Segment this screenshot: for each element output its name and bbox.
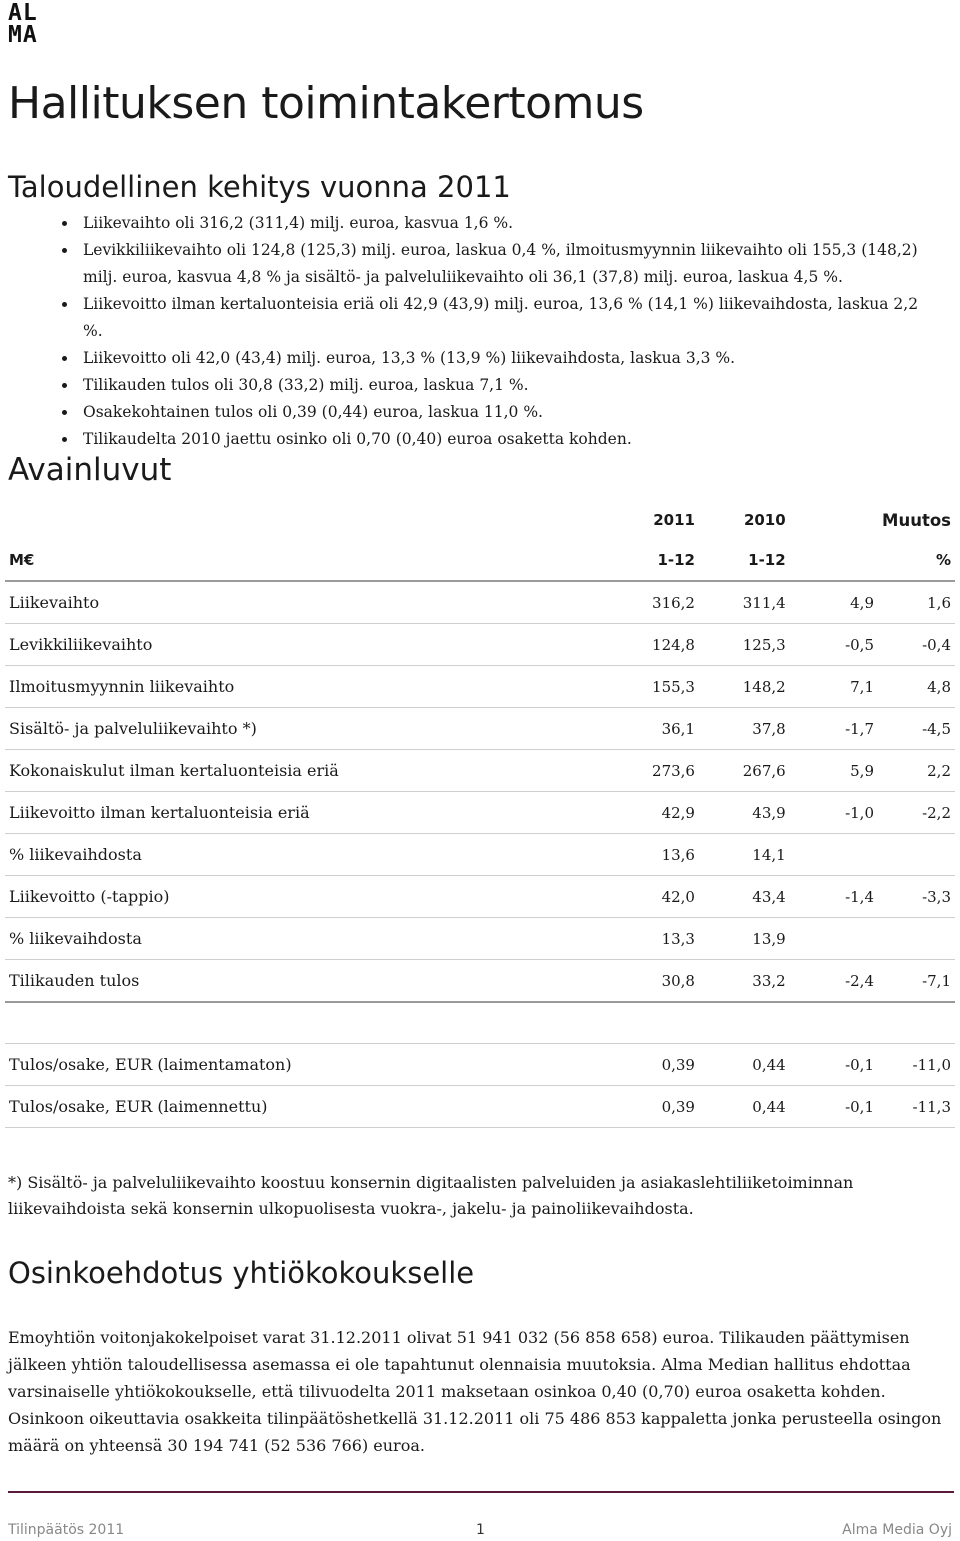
value-cell: 311,4 <box>699 581 790 624</box>
value-cell: 267,6 <box>699 750 790 792</box>
bullet-icon <box>62 383 67 388</box>
value-cell: -2,2 <box>878 792 955 834</box>
value-cell: -3,3 <box>878 876 955 918</box>
value-cell: -11,3 <box>878 1086 955 1128</box>
page-number: 1 <box>476 1522 485 1538</box>
value-cell: 13,3 <box>552 918 699 960</box>
table-row <box>5 666 955 708</box>
section-heading-dividend-proposal: Osinkoehdotus yhtiökokoukselle <box>8 1256 475 1290</box>
value-cell: 0,39 <box>552 1086 699 1128</box>
footer-right-text: Alma Media Oyj <box>842 1522 952 1538</box>
value-cell: 43,4 <box>699 876 790 918</box>
value-cell: 4,9 <box>790 581 878 624</box>
value-cell: 148,2 <box>699 666 790 708</box>
dividend-paragraph: Emoyhtiön voitonjakokelpoiset varat 31.12.2011 olivat 51 941 032 (56 858 658) euroa. Tilikauden päättymisen jälkeen yhtiön taloudellisessa asemassa ei ole tapahtunut olennaisia muutoksia. Alma Median hallitus ehdottaa varsinaiselle yhtiökokoukselle, että tilivuodelta 2011 maksetaan osinkoa 0,40 (0,70) euroa osaketta kohden. Osinkoon oikeuttavia osakkeita tilinpäätöshetkellä 31.12.2011 oli 75 486 853 kappaletta jonka perusteella osingon määrä on yhteensä 30 194 741 (52 536 766) euroa. <box>8 1328 942 1455</box>
value-cell: 37,8 <box>699 708 790 750</box>
table-row <box>5 876 955 918</box>
value-cell: 1,6 <box>878 581 955 624</box>
value-cell: -1,7 <box>790 708 878 750</box>
section-heading-key-figures: Avainluvut <box>8 452 172 488</box>
bullet-item: Tilikaudelta 2010 jaettu osinko oli 0,70 (0,40) euroa osaketta kohden. <box>40 426 940 453</box>
value-cell: 14,1 <box>699 834 790 876</box>
table-row <box>5 1044 955 1086</box>
financial-bullet-list <box>40 210 940 453</box>
value-cell: -4,5 <box>878 708 955 750</box>
bullet-item: Liikevaihto oli 316,2 (311,4) milj. euroa, kasvua 1,6 %. <box>40 210 940 237</box>
value-cell: 0,44 <box>699 1044 790 1086</box>
row-label: % liikevaihdosta <box>5 918 552 960</box>
table-header-units <box>5 540 955 581</box>
key-figures-table <box>5 500 955 1128</box>
value-cell: 43,9 <box>699 792 790 834</box>
value-cell: 42,9 <box>552 792 699 834</box>
value-cell: 124,8 <box>552 624 699 666</box>
value-cell: -0,1 <box>790 1044 878 1086</box>
value-cell: -1,0 <box>790 792 878 834</box>
row-label: Liikevoitto (-tappio) <box>5 876 552 918</box>
value-cell: 1-12 <box>552 540 699 581</box>
row-label: Liikevaihto <box>5 581 552 624</box>
table-row <box>5 624 955 666</box>
value-cell: 0,39 <box>552 1044 699 1086</box>
table-row <box>5 581 955 624</box>
bullet-icon <box>62 248 67 253</box>
alma-logo <box>8 2 60 50</box>
bullet-icon <box>62 410 67 415</box>
value-cell: 125,3 <box>699 624 790 666</box>
bullet-item: Liikevoitto oli 42,0 (43,4) milj. euroa, 13,3 % (13,9 %) liikevaihdosta, laskua 3,3 %. <box>40 345 940 372</box>
table-row <box>5 960 955 1003</box>
bullet-item: Tilikauden tulos oli 30,8 (33,2) milj. euroa, laskua 7,1 %. <box>40 372 940 399</box>
footer-left-text: Tilinpäätös 2011 <box>8 1522 125 1538</box>
bullet-item: Liikevoitto ilman kertaluonteisia eriä oli 42,9 (43,9) milj. euroa, 13,6 % (14,1 %) liikevaihdosta, laskua 2,2 %. <box>40 291 940 345</box>
value-cell: -0,5 <box>790 624 878 666</box>
table-spacer <box>5 1002 955 1044</box>
value-cell: 30,8 <box>552 960 699 1003</box>
footer-rule <box>8 1491 954 1493</box>
table-row <box>5 750 955 792</box>
value-cell: 316,2 <box>552 581 699 624</box>
value-cell: -7,1 <box>878 960 955 1003</box>
value-cell: 4,8 <box>878 666 955 708</box>
value-cell: 36,1 <box>552 708 699 750</box>
section-heading-financial-development: Taloudellinen kehitys vuonna 2011 <box>8 170 511 204</box>
row-label: Liikevoitto ilman kertaluonteisia eriä <box>5 792 552 834</box>
row-label: Tulos/osake, EUR (laimentamaton) <box>5 1044 552 1086</box>
bullet-icon <box>62 302 67 307</box>
logo-line-2: MA <box>8 22 38 48</box>
bullet-item: Osakekohtainen tulos oli 0,39 (0,44) euroa, laskua 11,0 %. <box>40 399 940 426</box>
value-cell: 0,44 <box>699 1086 790 1128</box>
value-cell <box>790 918 878 960</box>
value-cell: 273,6 <box>552 750 699 792</box>
row-label: Sisältö- ja palveluliikevaihto *) <box>5 708 552 750</box>
value-cell <box>790 500 878 540</box>
value-cell <box>878 834 955 876</box>
value-cell: % <box>878 540 955 581</box>
table-row <box>5 708 955 750</box>
row-label <box>5 500 552 540</box>
value-cell: 155,3 <box>552 666 699 708</box>
bullet-icon <box>62 437 67 442</box>
value-cell: -0,1 <box>790 1086 878 1128</box>
value-cell: 2010 <box>743 511 786 529</box>
bullet-icon <box>62 221 67 226</box>
value-cell: -0,4 <box>878 624 955 666</box>
logo-line-1: AL <box>8 0 38 26</box>
value-cell: 7,1 <box>790 666 878 708</box>
page-title: Hallituksen toimintakertomus <box>8 78 644 129</box>
value-cell: 33,2 <box>699 960 790 1003</box>
value-cell <box>790 834 878 876</box>
value-cell: 2,2 <box>878 750 955 792</box>
row-label: % liikevaihdosta <box>5 834 552 876</box>
table-row <box>5 792 955 834</box>
bullet-item: Levikkiliikevaihto oli 124,8 (125,3) milj. euroa, laskua 0,4 %, ilmoitusmyynnin liikevaihto oli 155,3 (148,2) milj. euroa, kasvua 4,8 % ja sisältö- ja palveluliikevaihto oli 36,1 (37,8) milj. euroa, laskua 4,5 %. <box>40 237 940 291</box>
table-row <box>5 1086 955 1128</box>
row-label: M€ <box>5 540 552 581</box>
table-row <box>5 834 955 876</box>
row-label: Tulos/osake, EUR (laimennettu) <box>5 1086 552 1128</box>
value-cell: 2011 <box>653 511 695 529</box>
value-cell: -11,0 <box>878 1044 955 1086</box>
value-cell: 5,9 <box>790 750 878 792</box>
value-cell: -2,4 <box>790 960 878 1003</box>
value-cell <box>790 540 878 581</box>
value-cell: 13,6 <box>552 834 699 876</box>
table-row <box>5 918 955 960</box>
row-label: Ilmoitusmyynnin liikevaihto <box>5 666 552 708</box>
value-cell: -1,4 <box>790 876 878 918</box>
value-cell: 13,9 <box>699 918 790 960</box>
row-label: Tilikauden tulos <box>5 960 552 1003</box>
row-label: Kokonaiskulut ilman kertaluonteisia eriä <box>5 750 552 792</box>
value-cell: 42,0 <box>552 876 699 918</box>
row-label: Levikkiliikevaihto <box>5 624 552 666</box>
footnote: *) Sisältö- ja palveluliikevaihto koostuu konsernin digitaalisten palveluiden ja asiakaslehtiliiketoiminnan liikevaihdoista sekä konsernin ulkopuolisesta vuokra-, jakelu- ja painoliikevaihdosta. <box>8 1173 854 1218</box>
value-cell: Muutos <box>882 510 951 530</box>
bullet-icon <box>62 356 67 361</box>
value-cell: 1-12 <box>699 540 790 581</box>
value-cell <box>878 918 955 960</box>
table-header-years <box>5 500 955 540</box>
